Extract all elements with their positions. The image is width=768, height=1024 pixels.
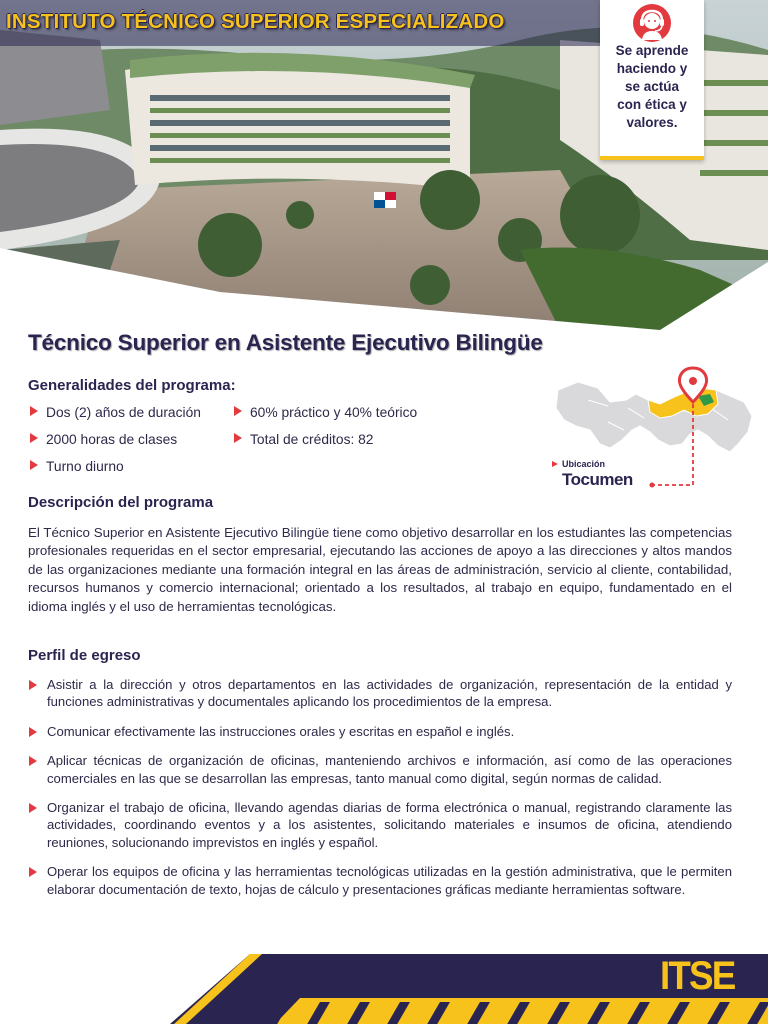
perfil-item bbox=[28, 676, 732, 711]
generalidades-item-text: Total de créditos: 82 bbox=[250, 432, 374, 447]
generalidades-item bbox=[30, 432, 177, 447]
institute-banner-title: INSTITUTO TÉCNICO SUPERIOR ESPECIALIZADO bbox=[6, 10, 505, 33]
bullet-arrow-icon bbox=[29, 680, 37, 690]
slogan-line: valores. bbox=[626, 115, 678, 130]
slogan-line: con ética y bbox=[617, 97, 687, 112]
location-label bbox=[552, 459, 605, 469]
perfil-item-text: Aplicar técnicas de organización de oficinas, manteniendo archivos e información, así como de las operaciones comerciales en las que se desarrollan las empresas, tanto manual como digital, según normas de calidad. bbox=[47, 753, 732, 786]
perfil-item bbox=[28, 799, 732, 851]
bullet-arrow-icon bbox=[552, 461, 558, 467]
generalidades-item-text: Dos (2) años de duración bbox=[46, 405, 201, 420]
headset-agent-icon bbox=[633, 4, 671, 42]
generalidades-item-text: 60% práctico y 40% teórico bbox=[250, 405, 418, 420]
bullet-arrow-icon bbox=[30, 433, 38, 443]
descripcion-text: El Técnico Superior en Asistente Ejecutivo Bilingüe tiene como objetivo desarrollar en los estudiantes las competencias profesionales requeridas en el sector empresarial, ejecutando las acciones de apoyo a las direcciones y altos mandos de las organizaciones mediante una formación integral en las áreas de administración, servicio al cliente, contabilidad, recursos humanos y comercio internacional; orientado a los resultados, al trabajo en equipo, fundamentado en el idioma inglés y el uso de herramientas tecnológicas. bbox=[28, 525, 732, 614]
panama-location-map bbox=[548, 360, 758, 500]
generalidades-item bbox=[234, 432, 373, 447]
descripcion-heading: Descripción del programa bbox=[28, 494, 214, 511]
itse-logo: ITSE bbox=[660, 954, 735, 998]
perfil-item-text: Organizar el trabajo de oficina, llevando agendas diarias de forma electrónica o manual, registrando claramente las actividades, coordinando eventos y a los asistentes, solicitando materiales e insumos de oficina, atendiendo reuniones, solucionando imprevistos en inglés y español. bbox=[47, 800, 732, 850]
generalidades-heading: Generalidades del programa: bbox=[28, 377, 236, 394]
bullet-arrow-icon bbox=[30, 460, 38, 470]
hero-banner bbox=[0, 0, 768, 330]
perfil-list bbox=[28, 676, 732, 898]
slogan-card bbox=[600, 0, 704, 160]
bullet-arrow-icon bbox=[234, 406, 242, 416]
perfil-item-text: Comunicar efectivamente las instrucciones orales y escritas en español e inglés. bbox=[47, 723, 515, 739]
location-label-text: Ubicación bbox=[562, 459, 606, 469]
slogan-line: se actúa bbox=[624, 79, 680, 94]
perfil-item bbox=[28, 752, 732, 787]
slogan-line: Se aprende bbox=[615, 43, 689, 58]
program-title: Técnico Superior en Asistente Ejecutivo Bilingüe bbox=[28, 330, 543, 355]
bullet-arrow-icon bbox=[29, 867, 37, 877]
perfil-item-text: Asistir a la dirección y otros departamentos en las actividades de organización, representación de la entidad y funciones administrativas y documentales aplicando los procedimientos de la empresa. bbox=[47, 677, 732, 710]
perfil-item bbox=[28, 723, 732, 740]
generalidades-item-text: Turno diurno bbox=[46, 459, 124, 474]
generalidades-item bbox=[30, 459, 124, 474]
generalidades-item bbox=[30, 405, 201, 420]
generalidades-item bbox=[234, 405, 417, 420]
bullet-arrow-icon bbox=[29, 756, 37, 766]
bullet-arrow-icon bbox=[29, 727, 37, 737]
perfil-item bbox=[28, 863, 732, 898]
bullet-arrow-icon bbox=[29, 803, 37, 813]
slogan-text bbox=[604, 42, 700, 132]
generalidades-item-text: 2000 horas de clases bbox=[46, 432, 178, 447]
bullet-arrow-icon bbox=[234, 433, 242, 443]
perfil-heading: Perfil de egreso bbox=[28, 647, 141, 664]
location-name: Tocumen bbox=[562, 470, 633, 489]
perfil-item-text: Operar los equipos de oficina y las herramientas tecnológicas utilizadas en la gestión administrativa, que le permiten elaborar documentación de texto, hojas de cálculo y presentaciones gráficas mediante herramientas software. bbox=[47, 864, 732, 897]
bullet-arrow-icon bbox=[30, 406, 38, 416]
footer-band bbox=[0, 950, 768, 1024]
slogan-line: haciendo y bbox=[616, 61, 688, 76]
